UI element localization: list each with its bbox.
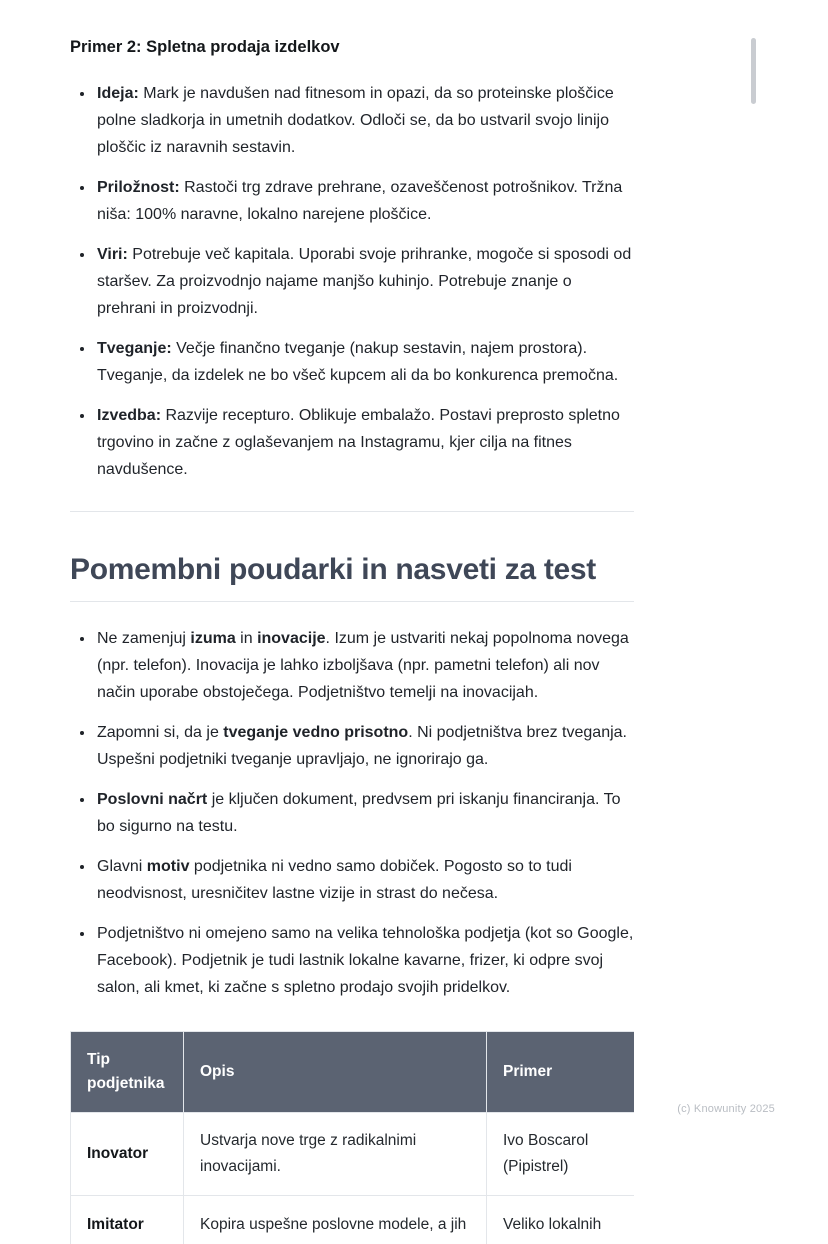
list-item: • Poslovni načrt je ključen dokument, predvsem pri iskanju financiranja. To bo sigurno na testu. [95, 786, 634, 840]
scrollbar-thumb[interactable] [751, 38, 756, 104]
watermark: (c) Knowunity 2025 [677, 1103, 775, 1115]
page-title: Pomembni poudarki in nasveti za test [70, 551, 634, 602]
list-item: • Priložnost: Rastoči trg zdrave prehrane, ozaveščenost potrošnikov. Tržna niša: 100% naravne, lokalno narejene ploščice. [95, 174, 634, 228]
cell-description: Ustvarja nove trge z radikalnimi inovacijami. [184, 1113, 487, 1196]
list-item: • Podjetništvo ni omejeno samo na velika tehnološka podjetja (kot so Google, Facebook). Podjetnik je tudi lastnik lokalne kavarne, frizer, ki odpre svoj salon, ali kmet, ki začne s spletno prodajo svojih pridelkov. [95, 920, 634, 1001]
cell-description: Kopira uspešne poslovne modele, a jih [184, 1196, 487, 1244]
list-item: • Ideja: Mark je navdušen nad fitnesom in opazi, da so proteinske ploščice polne sladkorja in umetnih dodatkov. Odloči se, da bo ustvaril svojo linijo ploščic iz naravnih sestavin. [95, 80, 634, 161]
document-content [70, 36, 634, 1244]
cell-example: Ivo Boscarol (Pipistrel) [487, 1113, 635, 1196]
cell-type: Imitator [71, 1196, 184, 1244]
example-section-title: Primer 2: Spletna prodaja izdelkov [70, 36, 634, 58]
table-header-primer: Primer [487, 1032, 635, 1113]
table-row [71, 1196, 635, 1244]
entrepreneur-types-table-clip [70, 1031, 634, 1244]
list-item: • Izvedba: Razvije recepturo. Oblikuje embalažo. Postavi preprosto spletno trgovino in začne z oglaševanjem na Instagramu, kjer cilja na fitnes navdušence. [95, 402, 634, 483]
example-bullet-list [70, 80, 634, 483]
list-item: • Glavni motiv podjetnika ni vedno samo dobiček. Pogosto so to tudi neodvisnost, uresničitev lastne vizije in strast do nečesa. [95, 853, 634, 907]
list-item: • Tveganje: Večje finančno tveganje (nakup sestavin, najem prostora). Tveganje, da izdelek ne bo všeč kupcem ali da bo konkurenca premočna. [95, 335, 634, 389]
list-item: • Viri: Potrebuje več kapitala. Uporabi svoje prihranke, mogoče si sposodi od staršev. Za proizvodnjo najame manjšo kuhinjo. Potrebuje znanje o prehrani in proizvodnji. [95, 241, 634, 322]
table-row [71, 1113, 635, 1196]
cell-example: Veliko lokalnih [487, 1196, 635, 1244]
tips-bullet-list [70, 625, 634, 1001]
table-header-opis: Opis [184, 1032, 487, 1113]
cell-type: Inovator [71, 1113, 184, 1196]
list-item: • Zapomni si, da je tveganje vedno prisotno. Ni podjetništva brez tveganja. Uspešni podjetniki tveganje upravljajo, ne ignorirajo ga. [95, 719, 634, 773]
table-header-row [71, 1032, 635, 1113]
list-item: • Ne zamenjuj izuma in inovacije. Izum je ustvariti nekaj popolnoma novega (npr. telefon). Inovacija je lahko izboljšava (npr. pametni telefon) ali nov način uporabe obstoječega. Podjetništvo temelji na inovacijah. [95, 625, 634, 706]
entrepreneur-types-table [70, 1031, 634, 1244]
table-header-tip-podjetnika: Tip podjetnika [71, 1032, 184, 1113]
section-divider [70, 511, 634, 512]
